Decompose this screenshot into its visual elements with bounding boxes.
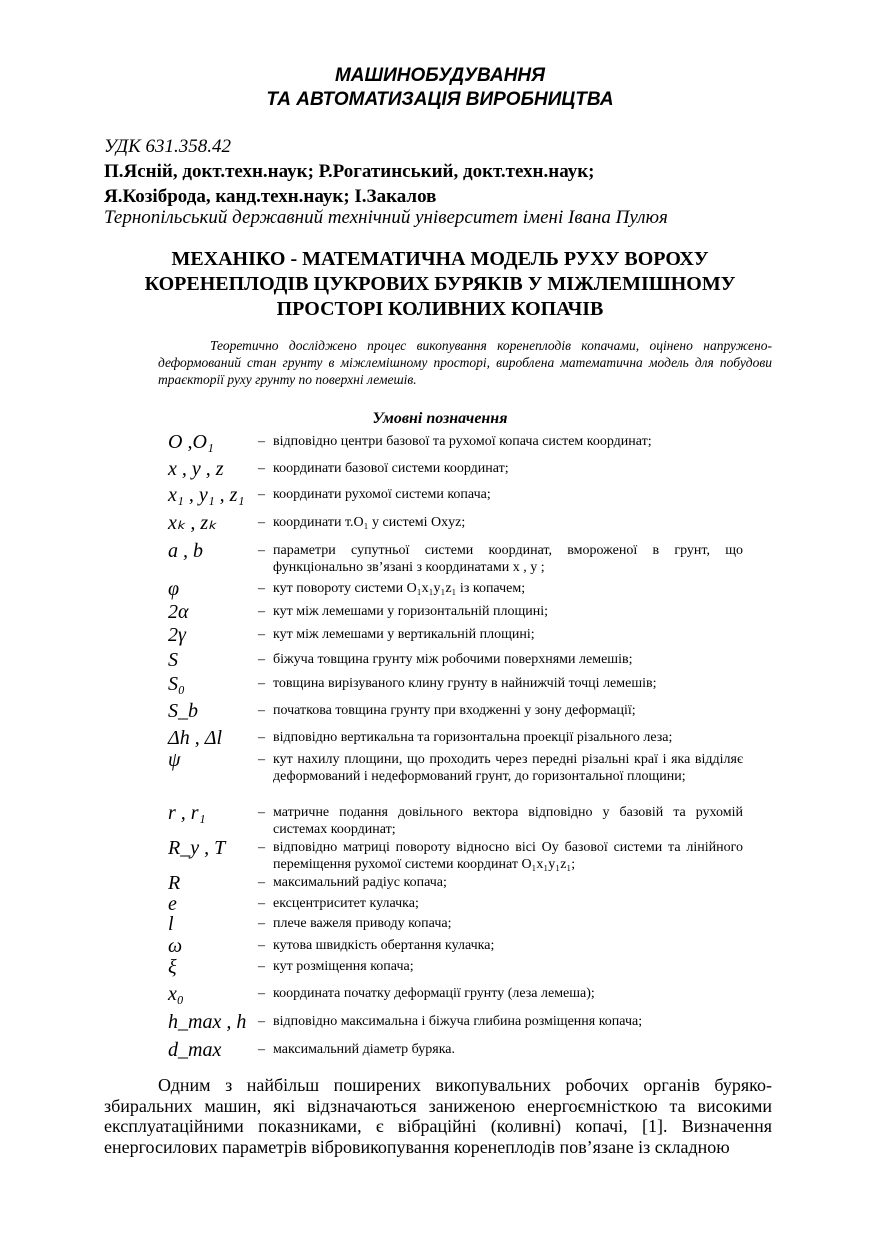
authors-line1: П.Ясній, докт.техн.наук; Р.Рогатинський, докт.техн.наук; — [104, 161, 595, 182]
nomenclature-description: матричне подання довільного вектора відповідно у базовій та рухомій системах координат; — [273, 805, 743, 837]
nomenclature-description: координати рухомої системи копача; — [273, 487, 491, 502]
article-title — [100, 247, 780, 322]
nomenclature-dash: – — [258, 1014, 265, 1029]
nomenclature-symbol: h_max , h — [168, 1011, 247, 1033]
nomenclature-symbol: d_max — [168, 1039, 222, 1061]
nomenclature-dash: – — [258, 986, 265, 1001]
nomenclature-dash: – — [258, 581, 265, 596]
nomenclature-dash: – — [258, 487, 265, 502]
nomenclature-symbol: R — [168, 872, 181, 894]
nomenclature-dash: – — [258, 1042, 265, 1057]
title-line1: МЕХАНІКО - МАТЕМАТИЧНА МОДЕЛЬ РУХУ ВОРОХУ — [171, 248, 709, 270]
nomenclature-dash: – — [258, 805, 265, 820]
abstract: Теоретично досліджено процес викопування коренеплодів копачами, оцінено напружено-деформований стан грунту в міжлемішному просторі, вироблена математична модель для побудови траєкторії руху грунту по поверхні лемешів. — [158, 338, 772, 387]
nomenclature-symbol: R_y , T — [168, 837, 226, 859]
nomenclature-symbol: xₖ , zₖ — [168, 512, 217, 534]
nomenclature-symbol: S₀ — [168, 673, 185, 695]
nomenclature-dash: – — [258, 703, 265, 718]
nomenclature-description: відповідно вертикальна та горизонтальна проекції різального леза; — [273, 730, 673, 745]
nomenclature-dash: – — [258, 627, 265, 642]
section-heading — [100, 64, 780, 112]
nomenclature-description: кут між лемешами у вертикальній площині; — [273, 627, 535, 642]
nomenclature-symbol: 2γ — [168, 624, 186, 646]
nomenclature-symbol: ψ — [168, 749, 181, 771]
nomenclature-symbol: S_b — [168, 700, 198, 722]
nomenclature-symbol: Δh , Δl — [168, 727, 223, 749]
nomenclature-description: відповідно максимальна і біжуча глибина розміщення копача; — [273, 1014, 643, 1029]
nomenclature-symbol: φ — [168, 578, 180, 600]
nomenclature-description: товщина вирізуваного клину грунту в найнижчій точці лемешів; — [273, 676, 657, 691]
nomenclature-dash: – — [258, 676, 265, 691]
nomenclature-description: плече важеля приводу копача; — [273, 916, 452, 931]
nomenclature-symbol: e — [168, 893, 177, 915]
nomenclature-description: кутова швидкість обертання кулачка; — [273, 938, 495, 953]
nomenclature-symbol: l — [168, 913, 174, 935]
affiliation: Тернопільський державний технічний університет імені Івана Пулюя — [104, 207, 668, 228]
section-heading-line2: ТА АВТОМАТИЗАЦІЯ ВИРОБНИЦТВА — [266, 89, 614, 110]
nomenclature-symbol: a , b — [168, 540, 203, 562]
nomenclature-symbol: S — [168, 649, 178, 671]
nomenclature-dash: – — [258, 875, 265, 890]
nomenclature-description: координати базової системи координат; — [273, 461, 509, 476]
nomenclature-dash: – — [258, 461, 265, 476]
authors — [104, 159, 595, 209]
nomenclature-dash: – — [258, 752, 265, 767]
nomenclature-description: координата початку деформації грунту (леза лемеша); — [273, 986, 595, 1001]
nomenclature-description: параметри супутньої системи координат, вмороженої в грунт, що функціонально зв’язані з координатами x , y ; — [273, 543, 743, 575]
nomenclature-symbol: x , y , z — [168, 458, 224, 480]
nomenclature-dash: – — [258, 652, 265, 667]
nomenclature-symbol: ξ — [168, 956, 177, 978]
nomenclature-dash: – — [258, 916, 265, 931]
nomenclature-description: кут повороту системи O₁x₁y₁z₁ із копачем; — [273, 581, 526, 596]
nomenclature-description: ексцентриситет кулачка; — [273, 896, 419, 911]
nomenclature-description: кут розміщення копача; — [273, 959, 414, 974]
nomenclature-symbol: 2α — [168, 601, 189, 623]
nomenclature-symbol: r , r₁ — [168, 802, 206, 824]
nomenclature-dash: – — [258, 515, 265, 530]
nomenclature-symbol: ω — [168, 935, 183, 957]
nomenclature-description: координати т.O₁ у системі Oxyz; — [273, 515, 466, 530]
udc-code: УДК 631.358.42 — [104, 136, 231, 157]
nomenclature-dash: – — [258, 840, 265, 855]
body-paragraph: Одним з найбільш поширених викопувальних робочих органів буряко-збиральних машин, які відзначаються заниженою енергоємністкою та високими експлуатаційними показниками, є вібраційні (коливні) копачі, [1]. Визначення енергосилових параметрів вібровикопування коренеплодів пов’язане із складною — [104, 1075, 772, 1157]
nomenclature-symbol: O ,O₁ — [168, 431, 214, 453]
nomenclature-description: максимальний радіус копача; — [273, 875, 447, 890]
nomenclature-description: біжуча товщина грунту між робочими поверхнями лемешів; — [273, 652, 633, 667]
nomenclature-dash: – — [258, 543, 265, 558]
nomenclature-symbol: x₀ — [168, 983, 184, 1005]
nomenclature-description: максимальний діаметр буряка. — [273, 1042, 456, 1057]
nomenclature-dash: – — [258, 604, 265, 619]
title-line3: ПРОСТОРІ КОЛИВНИХ КОПАЧІВ — [276, 298, 604, 320]
nomenclature-description: відповідно матриці повороту відносно вісі Oy базової системи та лінійного переміщення рухомої системи координат O₁x₁y₁z₁; — [273, 840, 743, 872]
nomenclature-dash: – — [258, 959, 265, 974]
nomenclature-description: кут нахилу площини, що проходить через передні різальні краї і яка відділяє деформований і недеформований грунт, до горизонтальної площини; — [273, 752, 743, 784]
nomenclature-dash: – — [258, 896, 265, 911]
nomenclature-heading: Умовні позначення — [372, 410, 508, 427]
nomenclature-description: початкова товщина грунту при входженні у зону деформації; — [273, 703, 636, 718]
nomenclature-description: відповідно центри базової та рухомої копача систем координат; — [273, 434, 652, 449]
section-heading-line1: МАШИНОБУДУВАННЯ — [334, 65, 546, 86]
authors-line2: Я.Козіброда, канд.техн.наук; І.Закалов — [104, 186, 437, 207]
title-line2: КОРЕНЕПЛОДІВ ЦУКРОВИХ БУРЯКІВ У МІЖЛЕМІШНОМУ — [144, 273, 736, 295]
nomenclature-dash: – — [258, 434, 265, 449]
nomenclature-dash: – — [258, 938, 265, 953]
nomenclature-dash: – — [258, 730, 265, 745]
nomenclature-description: кут між лемешами у горизонтальній площині; — [273, 604, 548, 619]
nomenclature-symbol: x₁ , y₁ , z₁ — [168, 484, 245, 506]
